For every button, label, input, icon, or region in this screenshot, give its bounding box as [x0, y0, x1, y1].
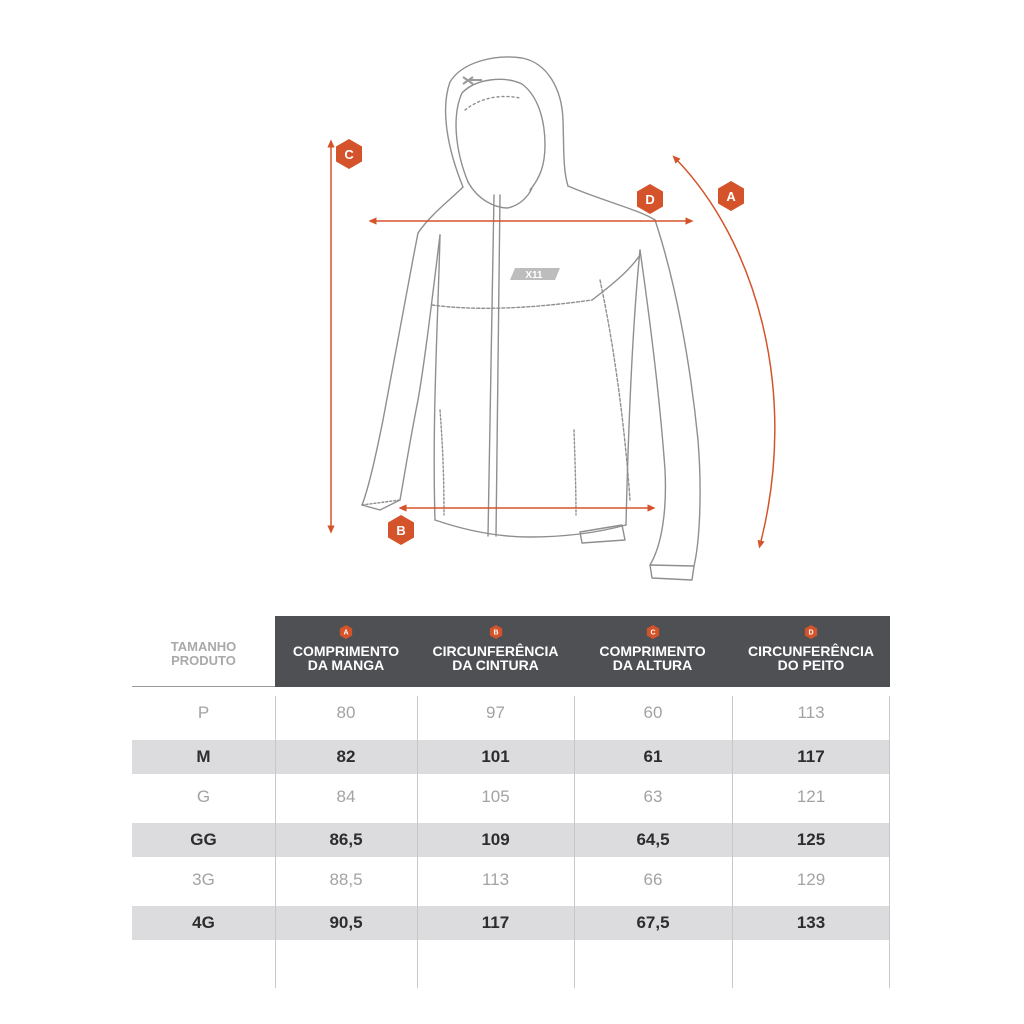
badge-c [336, 139, 362, 169]
height-cell: 63 [643, 787, 663, 806]
column-divider [889, 696, 890, 988]
svg-text:D: D [808, 629, 814, 637]
size-header-line-1: TAMANHO [170, 639, 237, 654]
column-divider [574, 696, 575, 988]
column-divider [732, 696, 733, 988]
size-cell: GG [190, 830, 217, 849]
table-row [132, 823, 890, 857]
table-row [132, 740, 890, 774]
sleeve-cell: 86,5 [329, 830, 363, 849]
height-cell: 61 [643, 747, 663, 766]
sleeve-cell: 80 [336, 703, 356, 722]
size-cell: 3G [192, 870, 215, 889]
waist-cell: 97 [486, 703, 505, 722]
column-header-height [574, 616, 731, 687]
height-cell: 64,5 [636, 830, 670, 849]
height-cell: 60 [643, 703, 663, 722]
waist-cell: 113 [481, 870, 510, 889]
svg-text:A: A [726, 189, 736, 204]
svg-text:B: B [492, 629, 499, 637]
svg-text:C: C [344, 147, 354, 162]
sleeve-cell: 82 [336, 747, 356, 766]
column-header-waist [417, 616, 574, 687]
column-title-line-1: CIRCUNFERÊNCIA [432, 643, 559, 659]
svg-text:C: C [649, 629, 656, 637]
brand-logo-text: X11 [525, 270, 543, 281]
sleeve-cell: 88,5 [329, 870, 363, 889]
column-header-chest [732, 616, 890, 687]
brand-logo [510, 268, 560, 281]
size-cell: G [196, 787, 211, 806]
chest-cell: 113 [797, 703, 825, 722]
height-cell: 67,5 [636, 913, 670, 932]
badge-c-icon [646, 624, 660, 640]
svg-text:D: D [645, 192, 655, 207]
chest-cell: 121 [796, 787, 826, 806]
column-title-line-1: COMPRIMENTO [599, 643, 706, 659]
size-cell: P [197, 703, 210, 722]
size-cell: M [196, 747, 211, 766]
column-title-line-2: DA CINTURA [452, 657, 539, 673]
chest-cell: 117 [797, 747, 825, 766]
height-cell: 66 [643, 870, 663, 889]
column-divider [417, 696, 418, 988]
table-row [132, 780, 890, 814]
column-title-line-1: CIRCUNFERÊNCIA [748, 643, 874, 659]
waist-cell: 109 [481, 830, 510, 849]
column-title-line-1: COMPRIMENTO [292, 643, 400, 659]
svg-text:A: A [343, 629, 349, 637]
column-title-line-2: DO PEITO [777, 657, 845, 673]
sleeve-cell: 90,5 [329, 913, 363, 932]
chest-cell: 129 [796, 870, 826, 889]
badge-d-icon [804, 624, 818, 640]
header-divider [132, 686, 275, 687]
size-header-line-2: PRODUTO [171, 653, 236, 668]
badge-b [388, 515, 414, 545]
chest-cell: 133 [796, 913, 826, 932]
table-row [132, 906, 890, 940]
column-title-line-2: DA ALTURA [612, 657, 693, 673]
column-title-line-2: DA MANGA [307, 657, 385, 673]
chest-cell: 125 [796, 830, 826, 849]
badge-a-icon [339, 624, 353, 640]
size-column-header [132, 640, 275, 668]
waist-cell: 101 [481, 747, 510, 766]
size-cell: 4G [192, 913, 215, 932]
jacket-outline [362, 57, 700, 580]
svg-text:B: B [396, 523, 406, 538]
badge-b-icon [489, 624, 503, 640]
badge-d [637, 184, 663, 214]
sleeve-arrow [675, 158, 775, 545]
column-header-sleeve [275, 616, 417, 687]
table-row [132, 696, 890, 730]
waist-cell: 105 [481, 787, 510, 806]
column-divider [275, 696, 276, 988]
size-table [132, 616, 890, 988]
waist-cell: 117 [481, 913, 510, 932]
badge-a [718, 181, 744, 211]
sleeve-cell: 84 [336, 787, 356, 806]
table-row [132, 863, 890, 897]
